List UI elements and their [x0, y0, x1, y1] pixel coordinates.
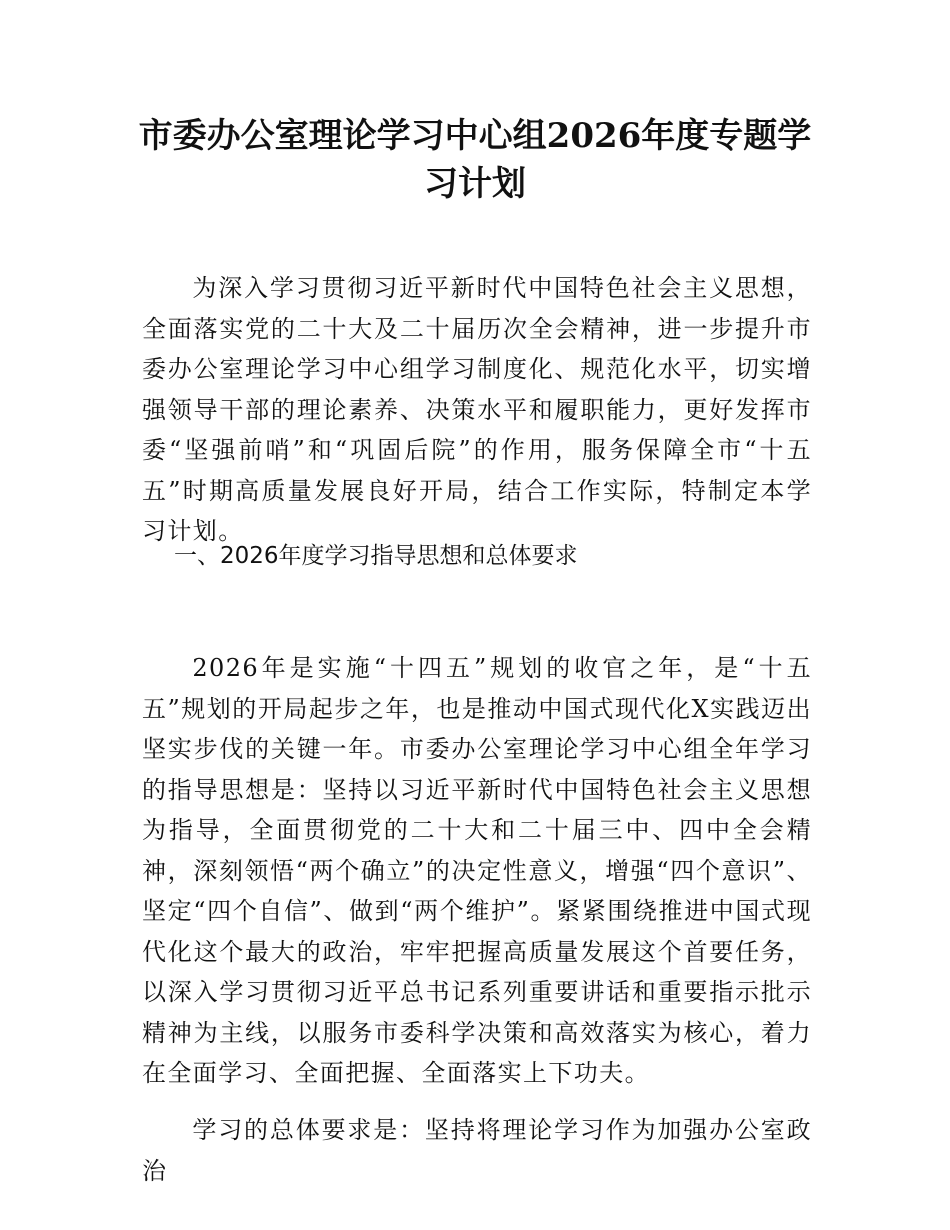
- guiding-thought-paragraph: 2026年是实施“十四五”规划的收官之年，是“十五五”规划的开局起步之年，也是推动中国式现代化X实践迈出坚实步伐的关键一年。市委办公室理论学习中心组全年学习的指导思想是：坚持以习近平新时代中国特色社会主义思想为指导，全面贯彻党的二十大和二十届三中、四中全会精神，深刻领悟“两个确立”的决定性意义，增强“四个意识”、坚定“四个自信”、做到“两个维护”。紧紧围绕推进中国式现代化这个最大的政治，牢牢把握高质量发展这个首要任务，以深入学习贯彻习近平总书记系列重要讲话和重要指示批示精神为主线，以服务市委科学决策和高效落实为核心，着力在全面学习、全面把握、全面落实上下功夫。: [142, 654, 812, 1087]
- intro-paragraph: 为深入学习贯彻习近平新时代中国特色社会主义思想，全面落实党的二十大及二十届历次全会精神，进一步提升市委办公室理论学习中心组学习制度化、规范化水平，切实增强领导干部的理论素养、决策水平和履职能力，更好发挥市委“坚强前哨”和“巩固后院”的作用，服务保障全市“十五五”时期高质量发展良好开局，结合工作实际，特制定本学习计划。: [142, 274, 812, 545]
- general-requirements-paragraph: 学习的总体要求是：坚持将理论学习作为加强办公室政治: [142, 1116, 812, 1185]
- section-heading: 一、2026年度学习指导思想和总体要求: [174, 543, 578, 569]
- document-title: 市委办公室理论学习中心组2026年度专题学习计划: [138, 116, 812, 204]
